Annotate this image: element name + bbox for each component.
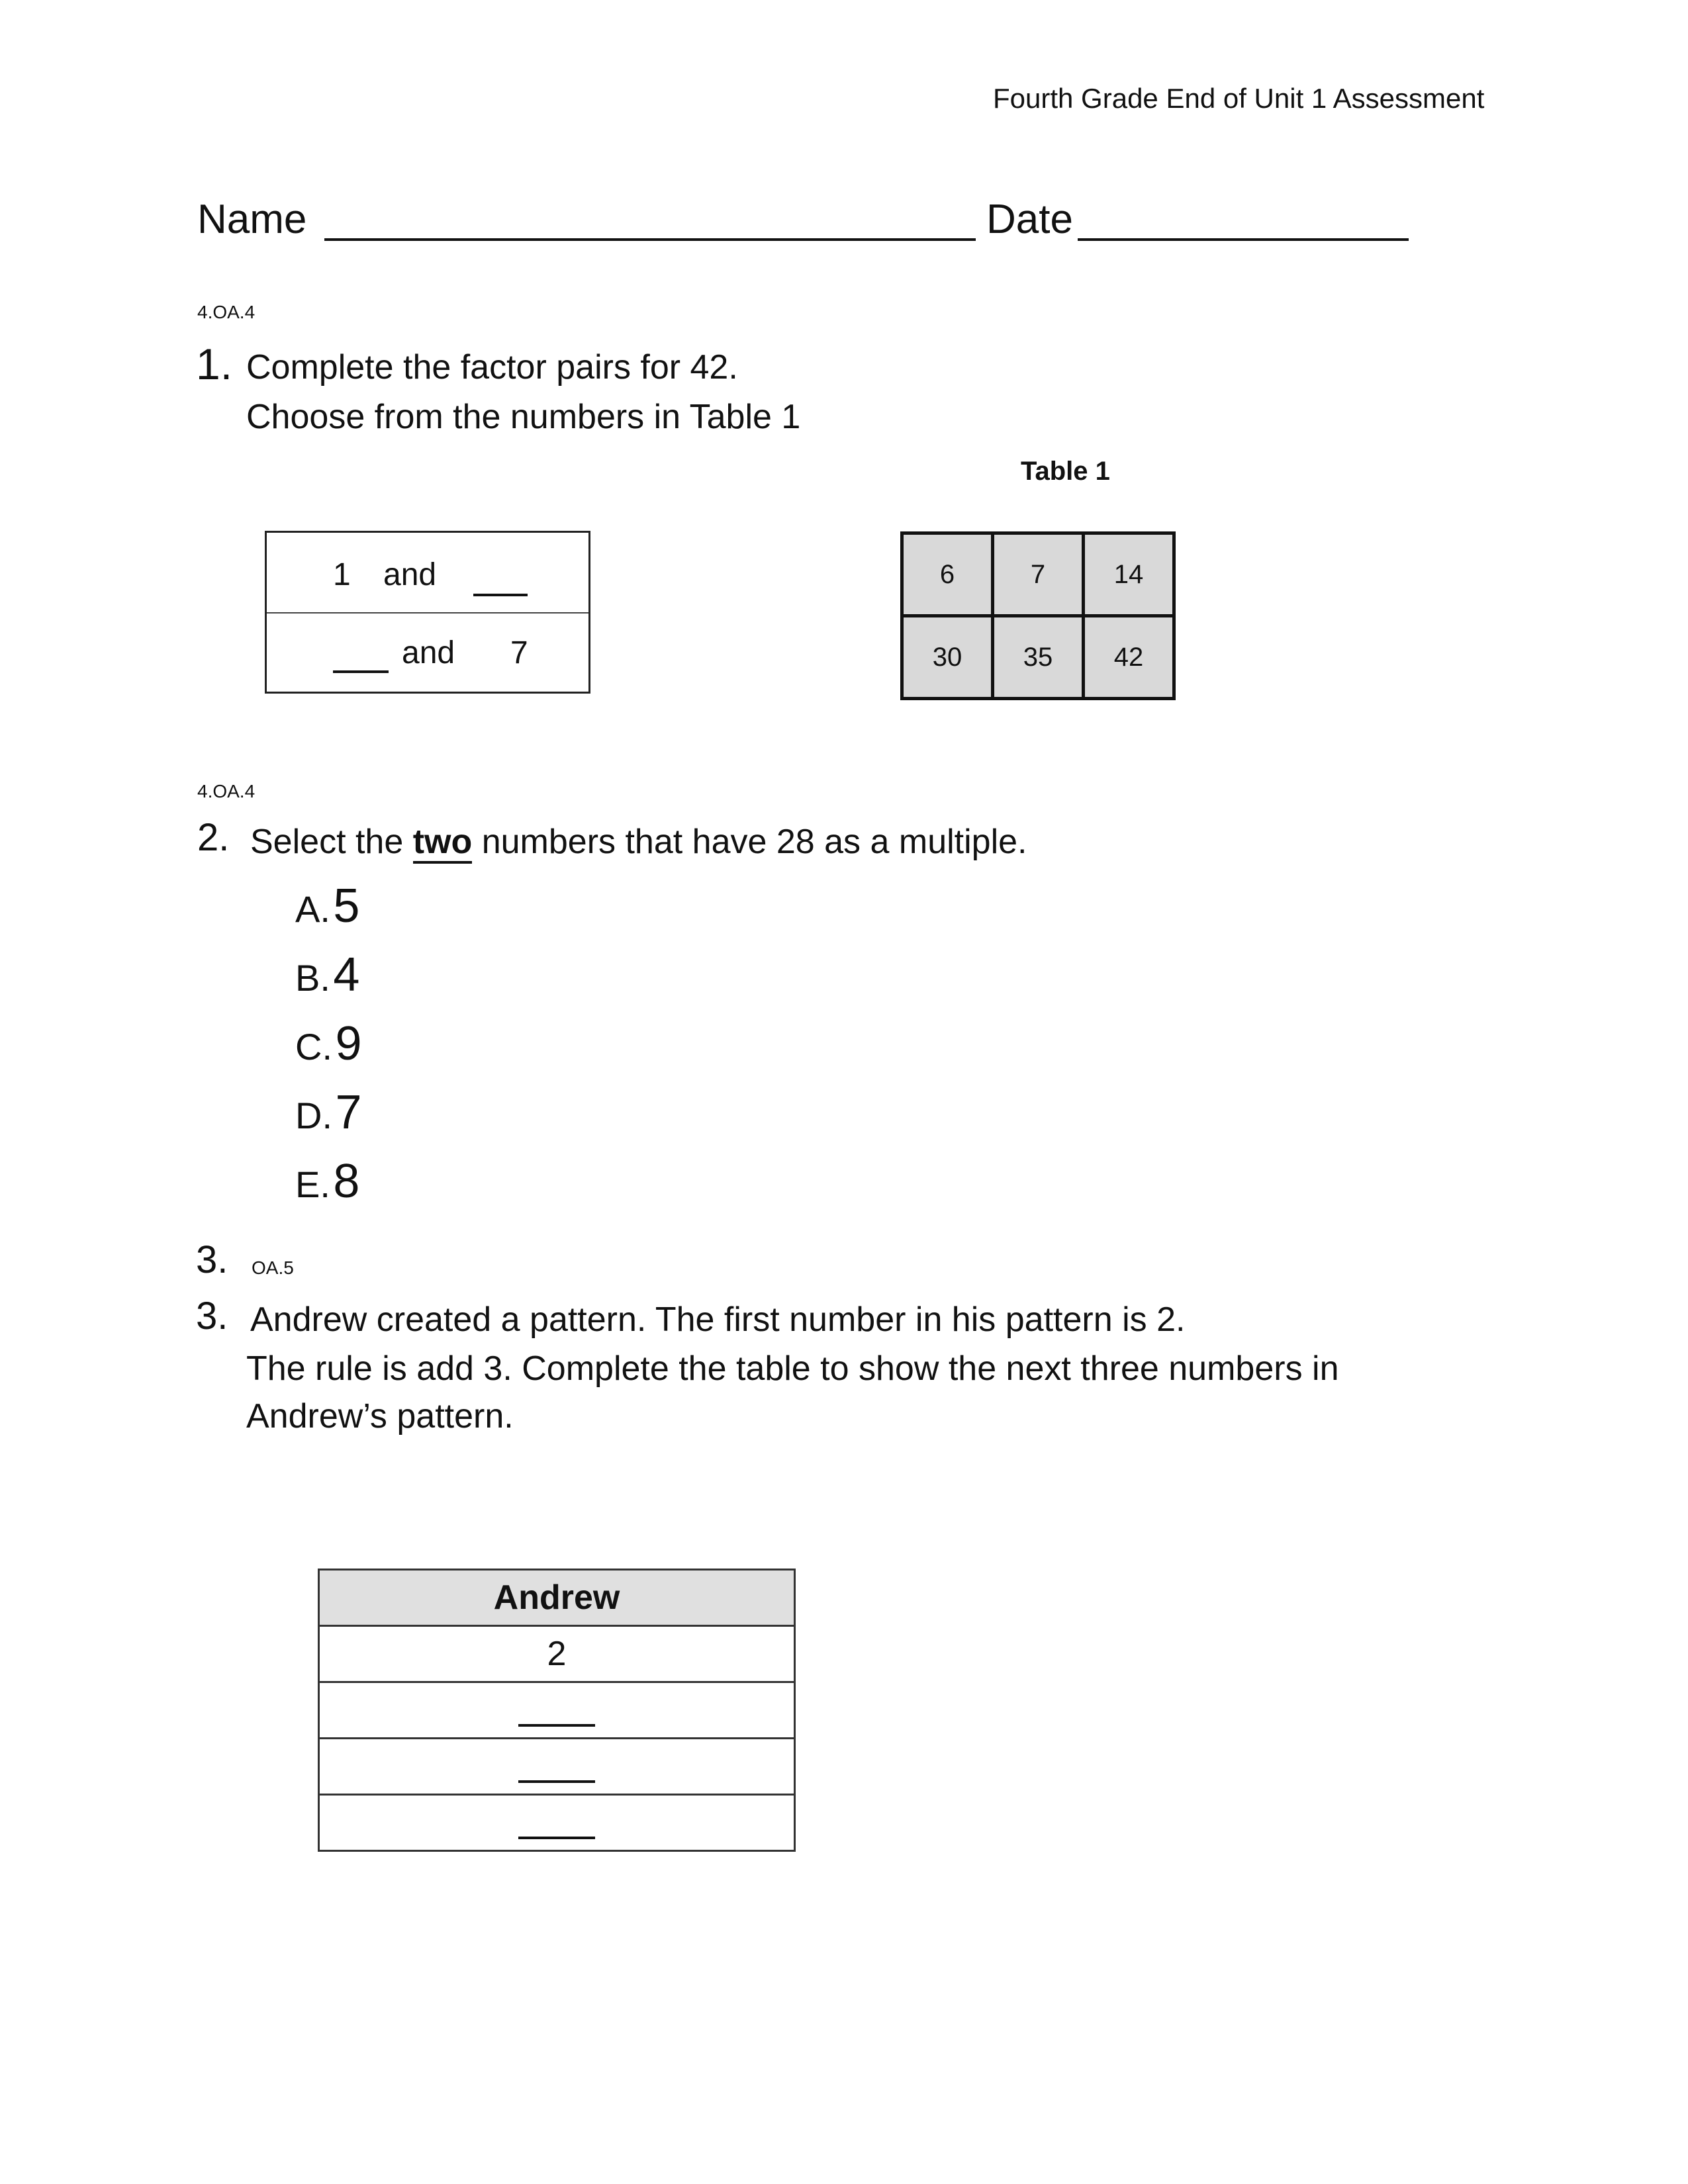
date-label: Date xyxy=(986,197,1073,242)
pair2-second: 7 xyxy=(510,635,528,670)
andrew-answer-blank[interactable] xyxy=(518,1837,595,1839)
q3-line1: Andrew created a pattern. The first number in his pattern is 2. xyxy=(250,1300,1186,1339)
table1-title: Table 1 xyxy=(1021,457,1110,486)
q3-line2: The rule is add 3. Complete the table to show the next three numbers in xyxy=(246,1349,1339,1388)
factor-pair-row-1 xyxy=(267,533,588,614)
q2-text-before: Select the xyxy=(250,823,404,861)
page-header: Fourth Grade End of Unit 1 Assessment xyxy=(993,83,1485,114)
q1-prompt: Complete the factor pairs for 42. xyxy=(246,348,738,387)
q3-line3: Andrew’s pattern. xyxy=(246,1397,514,1435)
option-letter: C. xyxy=(295,1026,332,1068)
table1-cell: 14 xyxy=(1084,533,1174,616)
table1-cell: 30 xyxy=(902,616,993,699)
andrew-answer-row xyxy=(319,1682,795,1739)
option-letter: A. xyxy=(295,888,330,930)
pair2-answer-blank[interactable] xyxy=(333,670,389,673)
q3-number-a: 3. xyxy=(196,1238,228,1281)
q3-standard: OA.5 xyxy=(252,1257,294,1278)
andrew-pattern-table xyxy=(318,1569,796,1852)
pair1-and: and xyxy=(383,557,437,592)
table1-cell: 42 xyxy=(1084,616,1174,699)
option-letter: B. xyxy=(295,957,330,999)
andrew-answer-blank[interactable] xyxy=(518,1724,595,1727)
pair1-answer-blank[interactable] xyxy=(473,594,528,596)
date-field[interactable] xyxy=(1078,238,1409,241)
q2-option-e[interactable] xyxy=(295,1154,359,1208)
option-value: 4 xyxy=(333,948,360,1001)
q2-standard: 4.OA.4 xyxy=(197,781,256,801)
andrew-answer-row xyxy=(319,1739,795,1795)
option-value: 5 xyxy=(333,880,360,933)
q3-number: 3. xyxy=(196,1295,228,1338)
q2-option-a[interactable] xyxy=(295,879,359,933)
q1-standard: 4.OA.4 xyxy=(197,302,256,322)
factor-pairs-box xyxy=(265,531,590,694)
q2-prompt xyxy=(250,822,1027,862)
option-letter: E. xyxy=(295,1163,330,1205)
q1-number: 1. xyxy=(196,340,233,388)
option-value: 8 xyxy=(333,1155,360,1208)
q1-instruction: Choose from the numbers in Table 1 xyxy=(246,398,801,436)
q2-text-after: numbers that have 28 as a multiple. xyxy=(481,823,1027,861)
factor-pair-row-2 xyxy=(267,612,588,692)
q2-emphasis: two xyxy=(413,823,473,864)
andrew-answer-row xyxy=(319,1795,795,1851)
table1-cell: 35 xyxy=(993,616,1084,699)
q2-option-d[interactable] xyxy=(295,1085,362,1140)
q2-option-c[interactable] xyxy=(295,1017,362,1071)
pair2-and: and xyxy=(402,635,455,670)
q2-option-b[interactable] xyxy=(295,948,359,1002)
option-letter: D. xyxy=(295,1095,332,1136)
option-value: 9 xyxy=(335,1017,362,1070)
option-value: 7 xyxy=(335,1086,362,1139)
q2-number: 2. xyxy=(197,816,230,859)
andrew-first-value: 2 xyxy=(319,1626,795,1682)
andrew-answer-blank[interactable] xyxy=(518,1780,595,1783)
name-field[interactable] xyxy=(324,238,976,241)
andrew-table-header: Andrew xyxy=(319,1570,795,1626)
table1-cell: 7 xyxy=(993,533,1084,616)
name-label: Name xyxy=(197,197,307,242)
table1 xyxy=(900,531,1176,700)
table1-cell: 6 xyxy=(902,533,993,616)
pair1-first: 1 xyxy=(333,557,351,592)
